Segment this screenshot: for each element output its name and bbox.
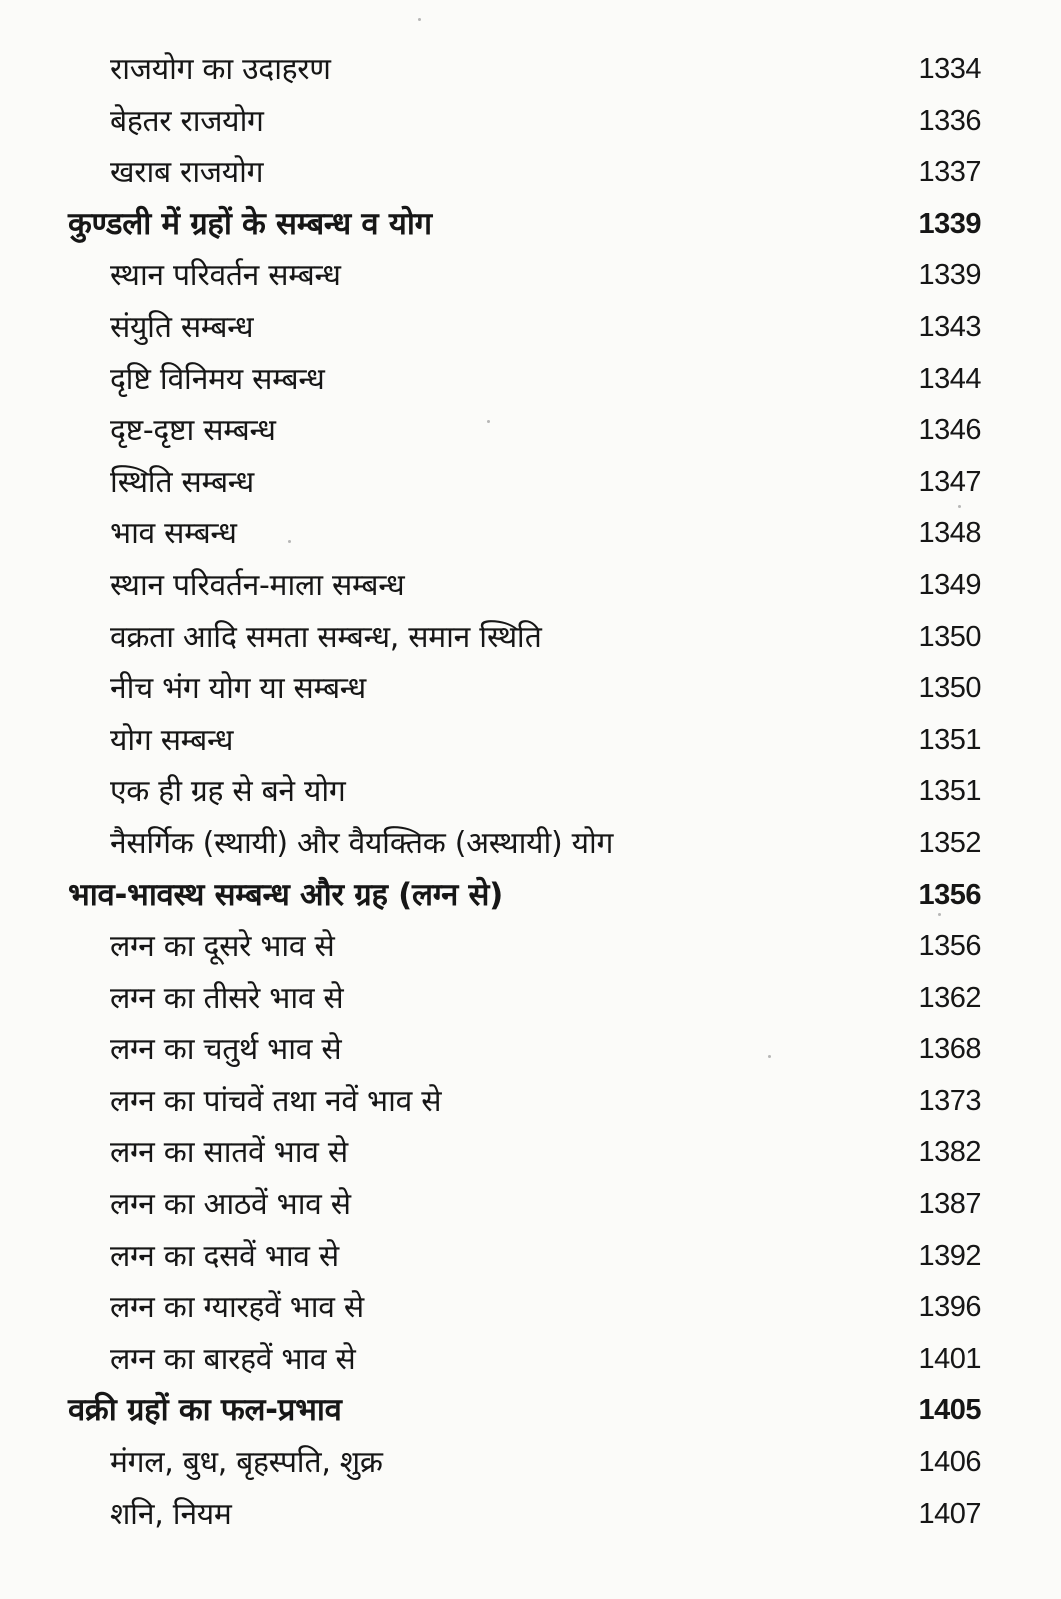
toc-entry: [0, 354, 1061, 406]
print-speck: [958, 505, 961, 508]
toc-entry-title: बेहतर राजयोग: [110, 103, 264, 139]
toc-entry-page-number: 1362: [918, 981, 981, 1014]
toc-entry-page-number: 1344: [918, 362, 981, 395]
toc-entry: [0, 921, 1061, 973]
print-speck: [487, 420, 490, 423]
toc-entry-page-number: 1368: [918, 1033, 981, 1066]
toc-entry-page-number: 1352: [918, 826, 981, 859]
toc-entry: [0, 96, 1061, 148]
toc-entry: [0, 1334, 1061, 1386]
toc-entry-title: स्थान परिवर्तन-माला सम्बन्ध: [110, 567, 405, 603]
toc-entry-title: शनि, नियम: [110, 1496, 232, 1532]
print-speck: [418, 18, 421, 21]
toc-entry: [0, 663, 1061, 715]
toc-entry-title: भाव-भावस्थ सम्बन्ध और ग्रह (लग्न से): [68, 876, 504, 913]
toc-entry: [0, 1076, 1061, 1128]
toc-entry-page-number: 1351: [918, 723, 981, 756]
toc-entry: [0, 1282, 1061, 1334]
toc-entry-title: लग्न का बारहवें भाव से: [110, 1341, 356, 1377]
toc-entry-title: लग्न का पांचवें तथा नवें भाव से: [110, 1083, 442, 1119]
toc-entry: [0, 1231, 1061, 1283]
toc-entry-title: नैसर्गिक (स्थायी) और वैयक्तिक (अस्थायी) योग: [110, 825, 614, 861]
toc-entry-title: लग्न का तीसरे भाव से: [110, 980, 344, 1016]
toc-entry-title: स्थान परिवर्तन सम्बन्ध: [110, 258, 341, 294]
toc-entry-page-number: 1396: [918, 1291, 981, 1324]
toc-entry-title: लग्न का दूसरे भाव से: [110, 929, 335, 965]
toc-entry: [0, 1437, 1061, 1489]
toc-entry-page-number: 1334: [918, 53, 981, 85]
toc-entry: [0, 715, 1061, 767]
toc-entry: [0, 147, 1061, 199]
toc-section-entry: [0, 199, 1061, 251]
toc-entry: [0, 250, 1061, 302]
toc-entry: [0, 766, 1061, 818]
toc-entry-page-number: 1351: [918, 775, 981, 808]
toc-entry-title: नीच भंग योग या सम्बन्ध: [110, 671, 366, 707]
toc-entry-title: राजयोग का उदाहरण: [110, 52, 331, 87]
toc-entry: [0, 818, 1061, 870]
toc-entry-page-number: 1339: [918, 259, 981, 292]
toc-entry-title: वक्री ग्रहों का फल-प्रभाव: [68, 1392, 342, 1429]
toc-entry-title: लग्न का आठवें भाव से: [110, 1187, 351, 1223]
toc-entry-title: कुण्डली में ग्रहों के सम्बन्ध व योग: [68, 205, 432, 242]
toc-entry-title: योग सम्बन्ध: [110, 722, 234, 758]
toc-entry-page-number: 1373: [918, 1084, 981, 1117]
toc-entry-page-number: 1336: [918, 104, 981, 137]
print-speck: [938, 913, 941, 916]
toc-entry-page-number: 1406: [918, 1446, 981, 1479]
toc-entry-title: संयुति सम्बन्ध: [110, 309, 254, 345]
toc-entry-page-number: 1349: [918, 568, 981, 601]
toc-entry-page-number: 1392: [918, 1239, 981, 1272]
toc-entry: [0, 1127, 1061, 1179]
toc-entry: [0, 457, 1061, 509]
toc-entry-page-number: 1405: [918, 1394, 981, 1427]
toc-entry-page-number: 1387: [918, 1188, 981, 1221]
toc-entry: [0, 973, 1061, 1025]
toc-entry: [0, 302, 1061, 354]
print-speck: [768, 1055, 771, 1058]
toc-entry-title: लग्न का चतुर्थ भाव से: [110, 1032, 342, 1068]
toc-entry-page-number: 1382: [918, 1136, 981, 1169]
toc-entry-page-number: 1343: [918, 310, 981, 343]
toc-entry-page-number: 1401: [918, 1342, 981, 1375]
toc-entry-title: एक ही ग्रह से बने योग: [110, 774, 346, 810]
toc-entry: [0, 1179, 1061, 1231]
toc-entry: [0, 405, 1061, 457]
toc-entry-title: दृष्टि विनिमय सम्बन्ध: [110, 361, 325, 397]
toc-entry-page-number: 1356: [918, 878, 981, 911]
toc-entry: [0, 1024, 1061, 1076]
toc-entry-page-number: 1337: [918, 156, 981, 189]
toc-entry: [0, 612, 1061, 664]
print-speck: [288, 540, 291, 543]
toc-entry-page-number: 1356: [918, 930, 981, 963]
toc-entry-page-number: 1350: [918, 672, 981, 705]
toc-entry: [0, 1489, 1061, 1541]
toc-entry-page-number: 1347: [918, 465, 981, 498]
toc-entry: [0, 44, 1061, 96]
toc-entry-page-number: 1348: [918, 517, 981, 550]
toc-entry: [0, 508, 1061, 560]
table-of-contents: [0, 44, 1061, 1540]
toc-entry-title: वक्रता आदि समता सम्बन्ध, समान स्थिति: [110, 619, 542, 655]
toc-entry-title: मंगल, बुध, बृहस्पति, शुक्र: [110, 1445, 383, 1481]
toc-entry-page-number: 1339: [918, 207, 981, 240]
toc-section-entry: [0, 870, 1061, 922]
toc-section-entry: [0, 1385, 1061, 1437]
toc-entry-title: स्थिति सम्बन्ध: [110, 464, 254, 500]
toc-entry-title: भाव सम्बन्ध: [110, 516, 237, 552]
toc-entry-title: लग्न का ग्यारहवें भाव से: [110, 1290, 364, 1326]
toc-entry-title: खराब राजयोग: [110, 155, 264, 191]
toc-entry-page-number: 1407: [918, 1497, 981, 1530]
toc-entry-title: दृष्ट-दृष्टा सम्बन्ध: [110, 413, 276, 449]
toc-entry-page-number: 1346: [918, 414, 981, 447]
toc-entry-page-number: 1350: [918, 620, 981, 653]
toc-entry-title: लग्न का सातवें भाव से: [110, 1135, 348, 1171]
toc-entry-title: लग्न का दसवें भाव से: [110, 1238, 339, 1274]
toc-entry: [0, 560, 1061, 612]
